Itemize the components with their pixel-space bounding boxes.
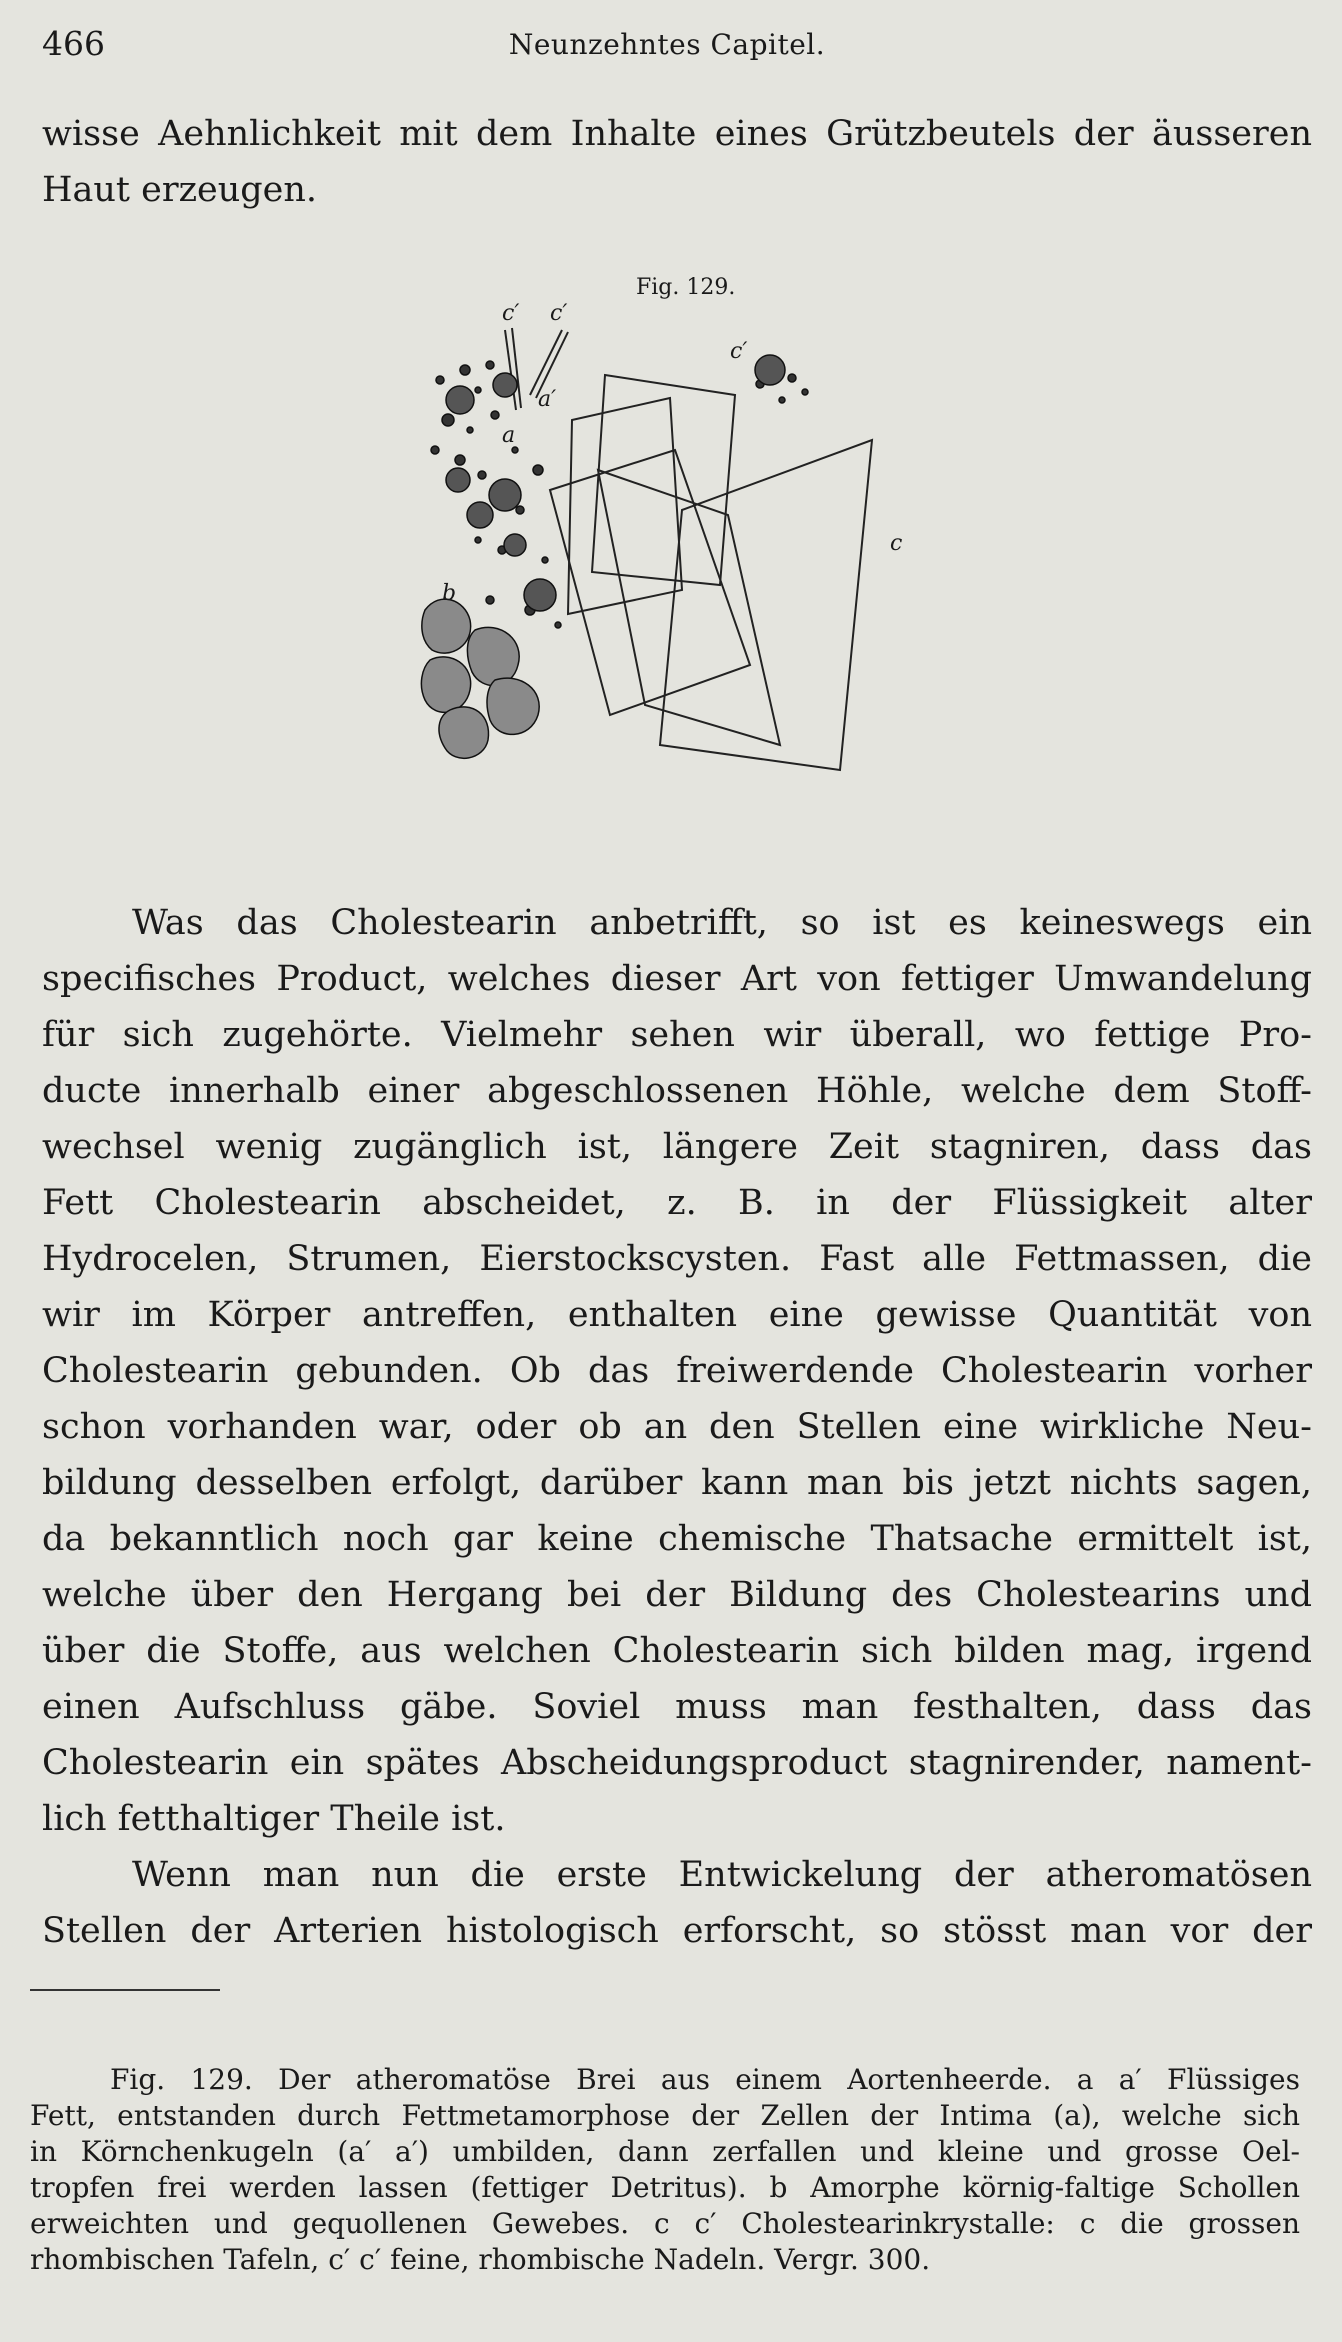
figure-129 [420, 270, 940, 790]
text-line: lich fetthaltiger Theile ist. [42, 1799, 506, 1839]
text-line: wechsel wenig zugänglich ist, längere Zeit stagniren, dass das [42, 1127, 1312, 1167]
text-line: Fett Cholestearin abscheidet, z. B. in der Flüssigkeit alter [42, 1183, 1312, 1223]
text-line: Was das Cholestearin anbetrifft, so ist es keineswegs ein [132, 903, 1312, 943]
text-line: wir im Körper antreffen, enthalten eine gewisse Quantität von [42, 1295, 1312, 1335]
label-a-prime: a′ [538, 387, 557, 412]
text-line: specifisches Product, welches dieser Art von fettiger Umwandelung [42, 959, 1312, 999]
opening-paragraph [42, 106, 1312, 218]
rhombic-plate [660, 440, 872, 770]
text-line: bildung desselben erfolgt, darüber kann man bis jetzt nichts sagen, [42, 1463, 1312, 1503]
label-b: b [442, 581, 457, 606]
atheroma-illustration [420, 300, 940, 800]
label-c-prime: c′ [550, 301, 568, 326]
rhombic-plate [592, 375, 735, 585]
text-line: wisse Aehnlichkeit mit dem Inhalte eines Grützbeutels der äusseren [42, 114, 1312, 154]
footnote-rule [30, 1989, 220, 1991]
label-c-prime: c′ [502, 301, 520, 326]
granule-cells [446, 355, 785, 611]
running-title: Neunzehntes Capitel. [508, 28, 826, 61]
caption-line: in Körnchenkugeln (a′ a′) umbilden, dann zerfallen und kleine und grosse Oel- [30, 2135, 1300, 2168]
amorphous-clods [421, 599, 539, 758]
text-line: schon vorhanden war, oder ob an den Stellen eine wirkliche Neu- [42, 1407, 1312, 1447]
text-line: Hydrocelen, Strumen, Eierstockscysten. Fast alle Fettmassen, die [42, 1239, 1312, 1279]
caption-line: Fett, entstanden durch Fettmetamorphose der Zellen der Intima (a), welche sich [30, 2099, 1300, 2132]
text-line: Wenn man nun die erste Entwickelung der atheromatösen [132, 1855, 1312, 1895]
rhombic-plate [598, 470, 780, 745]
page-number: 466 [42, 24, 105, 63]
text-line: über die Stoffe, aus welchen Cholestearin sich bilden mag, irgend [42, 1631, 1312, 1671]
caption-line: tropfen frei werden lassen (fettiger Detritus). b Amorphe körnig-faltige Schollen [30, 2171, 1300, 2204]
text-line: für sich zugehörte. Vielmehr sehen wir überall, wo fettige Pro- [42, 1015, 1312, 1055]
text-line: Cholestearin gebunden. Ob das freiwerdende Cholestearin vorher [42, 1351, 1312, 1391]
caption-line: erweichten und gequollenen Gewebes. c c′ Cholestearinkrystalle: c die grossen [30, 2207, 1300, 2240]
figure-label: Fig. 129. [636, 275, 736, 300]
page-header [42, 24, 1292, 68]
rhombic-plate [568, 398, 682, 614]
label-c-prime: c′ [730, 339, 748, 364]
label-a: a [502, 423, 516, 448]
label-c: c [890, 531, 903, 556]
text-line: welche über den Hergang bei der Bildung des Cholestearins und [42, 1575, 1312, 1615]
text-line: ducte innerhalb einer abgeschlossenen Höhle, welche dem Stoff- [42, 1071, 1312, 1111]
main-text [42, 895, 1312, 1959]
caption-line: Fig. 129. Der atheromatöse Brei aus einem Aortenheerde. a a′ Flüssiges [110, 2063, 1300, 2096]
cholesterin-needle [530, 330, 562, 395]
droplets [431, 357, 808, 628]
figure-caption [30, 2062, 1300, 2278]
text-line: Stellen der Arterien histologisch erforscht, so stösst man vor der [42, 1911, 1312, 1951]
text-line: einen Aufschluss gäbe. Soviel muss man festhalten, dass das [42, 1687, 1312, 1727]
caption-line: rhombischen Tafeln, c′ c′ feine, rhombische Nadeln. Vergr. 300. [30, 2243, 931, 2276]
text-line: Haut erzeugen. [42, 170, 318, 210]
text-line: da bekanntlich noch gar keine chemische Thatsache ermittelt ist, [42, 1519, 1312, 1559]
text-line: Cholestearin ein spätes Abscheidungsproduct stagnirender, nament- [42, 1743, 1312, 1783]
